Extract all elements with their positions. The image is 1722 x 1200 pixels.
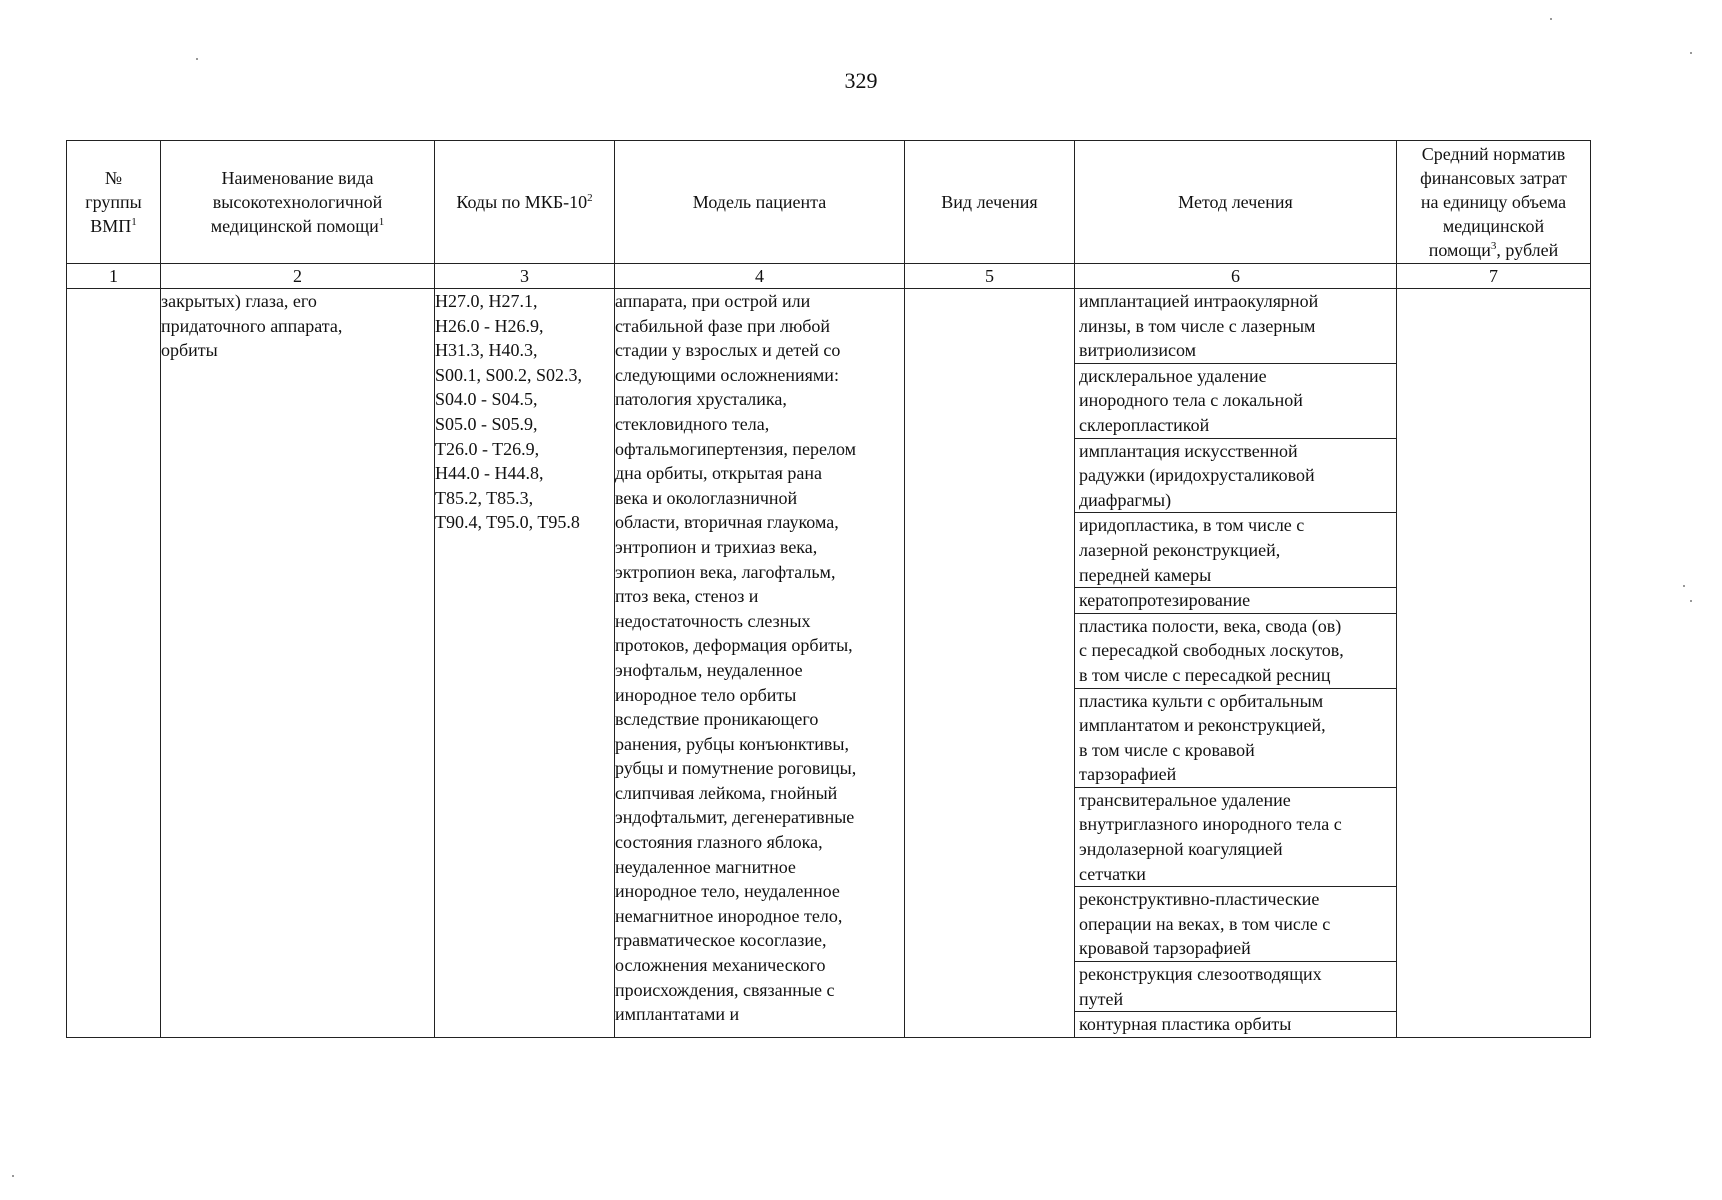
column-number-row [67, 264, 1591, 289]
page-number: 329 [844, 68, 878, 93]
header-treatment-type: Вид лечения [905, 141, 1075, 264]
column-number: 4 [615, 264, 905, 289]
column-number: 6 [1075, 264, 1397, 289]
header-treatment-method: Метод лечения [1075, 141, 1397, 264]
header-row [67, 141, 1591, 264]
column-number: 3 [435, 264, 615, 289]
care-type-name-cell: закрытых) глаза, его придаточного аппарата, орбиты [161, 289, 435, 1038]
scan-speck [1550, 18, 1552, 20]
treatment-method-item: пластика полости, века, свода (ов) с пересадкой свободных лоскутов, в том числе с пересадкой ресниц [1075, 614, 1396, 689]
header-average-cost: Средний норматив финансовых затрат на единицу объема медицинской помощи$^3$, рублей [1397, 141, 1591, 264]
patient-model-cell: аппарата, при острой или стабильной фазе при любой стадии у взрослых и детей со следующими осложнениями: патология хрусталика, стекловидного тела, офтальмогипертензия, перелом дна орбиты, открытая рана века и окологлазничной области, вторичная глаукома, энтропион и трихиаз века, эктропион века, лагофтальм, птоз века, стеноз и недостаточность слезных протоков, деформация орбиты, энофтальм, неудаленное инородное тело орбиты вследствие проникающего ранения, рубцы конъюнктивы, рубцы и помутнение роговицы, слипчивая лейкома, гнойный эндофтальмит, дегенеративные состояния глазного яблока, неудаленное магнитное инородное тело, неудаленное немагнитное инородное тело, травматическое косоглазие, осложнения механического происхождения, связанные с имплантатами и [615, 289, 905, 1038]
column-number: 2 [161, 264, 435, 289]
treatment-method-item: пластика культи с орбитальным имплантатом и реконструкцией, в том числе с кровавой тарзорафией [1075, 689, 1396, 788]
icd10-codes-cell: H27.0, H27.1, H26.0 - H26.9, H31.3, H40.3, S00.1, S00.2, S02.3, S04.0 - S04.5, S05.0 - S05.9, T26.0 - T26.9, H44.0 - H44.8, T85.2, T85.3, T90.4, T95.0, T95.8 [435, 289, 615, 1038]
treatment-type-cell [905, 289, 1075, 1038]
header-icd10-codes: Коды по МКБ-$10^2$ [435, 141, 615, 264]
column-number: 5 [905, 264, 1075, 289]
scan-speck [1690, 52, 1692, 54]
treatment-method-item: дисклеральное удаление инородного тела с локальной склеропластикой [1075, 364, 1396, 439]
header-patient-model: Модель пациента [615, 141, 905, 264]
header-group-number: № группы ВМП$^1$ [67, 141, 161, 264]
table-row [67, 289, 1591, 1038]
vmp-table [66, 140, 1591, 1038]
treatment-method-item: имплантация искусственной радужки (иридохрусталиковой диафрагмы) [1075, 439, 1396, 514]
group-number-cell [67, 289, 161, 1038]
scan-speck [1683, 585, 1685, 587]
average-cost-cell [1397, 289, 1591, 1038]
treatment-method-item: реконструктивно-пластические операции на веках, в том числе с кровавой тарзорафией [1075, 887, 1396, 962]
treatment-method-item: контурная пластика орбиты [1079, 1014, 1292, 1035]
treatment-methods-cell [1075, 289, 1397, 1038]
treatment-method-item: кератопротезирование [1075, 588, 1396, 614]
treatment-method-item: иридопластика, в том числе с лазерной реконструкцией, передней камеры [1075, 513, 1396, 588]
scan-speck [196, 58, 198, 60]
treatment-method-item: реконструкция слезоотводящих путей [1075, 962, 1396, 1012]
scan-speck [1690, 600, 1692, 602]
treatment-method-item: трансвитеральное удаление внутриглазного инородного тела с эндолазерной коагуляцией сетчатки [1075, 788, 1396, 887]
header-care-type-name: Наименование вида высокотехнологичной медицинской помощи$^1$ [161, 141, 435, 264]
treatment-method-item: имплантацией интраокулярной линзы, в том числе с лазерным витриолизисом [1075, 289, 1396, 364]
column-number: 7 [1397, 264, 1591, 289]
scan-speck [12, 1175, 14, 1177]
column-number: 1 [67, 264, 161, 289]
